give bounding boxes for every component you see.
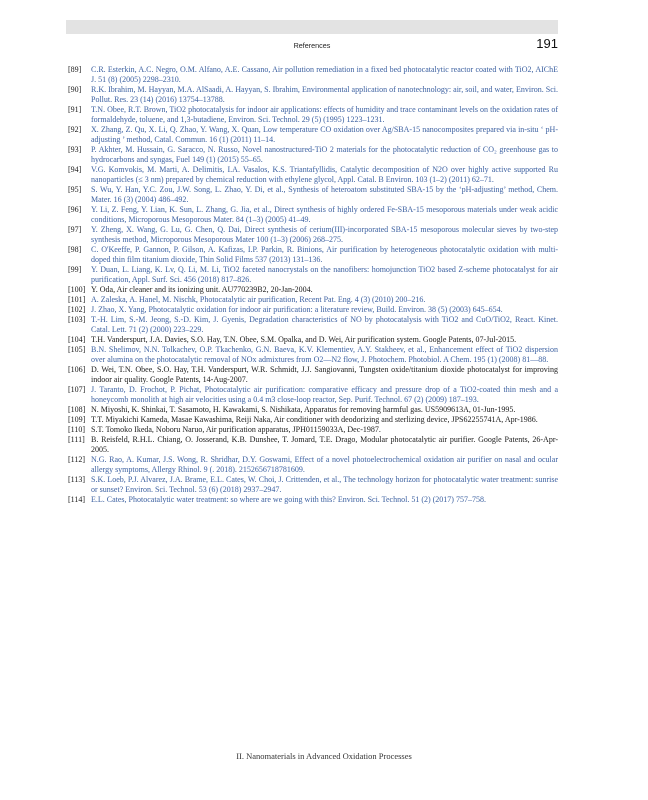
reference-text: Y. Oda, Air cleaner and its ionizing unit. AU770239B2, 20-Jan-2004. [91, 285, 313, 294]
reference-number: [113] [68, 475, 86, 484]
reference-number: [90] [68, 85, 82, 94]
reference-number: [112] [68, 455, 86, 464]
reference-entry [68, 205, 558, 225]
reference-link[interactable]: N.G. Rao, A. Kumar, J.S. Wong, R. Shridhar, D.Y. Goswami, Effect of a novel photoelectrochemical oxidation air purifier on nasal and ocular allergy symptoms, Allergy Rhinol. 9 (. 2018). 2152656718781609. [91, 455, 558, 474]
reference-number: [101] [68, 295, 86, 304]
reference-link[interactable]: J. Taranto, D. Frochot, P. Pichat, Photocatalytic air purification: comparative efficacy and pressure drop of a TiO2-coated thin mesh and a honeycomb monolith at high air velocities using a 0.4 m3 close-loop reactor, Sep. Purif. Technol. 67 (2) (2009) 187–193. [91, 385, 558, 404]
reference-number: [89] [68, 65, 82, 74]
reference-number: [108] [68, 405, 86, 414]
reference-number: [103] [68, 315, 86, 324]
reference-entry [68, 315, 558, 335]
reference-entry [68, 305, 558, 315]
reference-number: [110] [68, 425, 86, 434]
reference-entry [68, 415, 558, 425]
reference-text: S.T. Tomoko Ikeda, Noboru Naruo, Air purification apparatus, JPH01159033A, Dec-1987. [91, 425, 381, 434]
reference-entry [68, 495, 558, 505]
reference-number: [114] [68, 495, 86, 504]
reference-link[interactable]: R.K. Ibrahim, M. Hayyan, M.A. AlSaadi, A. Hayyan, S. Ibrahim, Environmental application of nanotechnology: air, soil, and water, Environ. Sci. Pollut. Res. 23 (14) (2016) 13754–13788. [91, 85, 558, 104]
reference-entry [68, 365, 558, 385]
reference-number: [104] [68, 335, 86, 344]
reference-link[interactable]: S. Wu, Y. Han, Y.C. Zou, J.W. Song, L. Zhao, Y. Di, et al., Synthesis of heteroatom substituted SBA-15 by the ‘pH-adjusting’ method, Chem. Mater. 16 (3) (2004) 486–492. [91, 185, 558, 204]
reference-number: [111] [68, 435, 85, 444]
reference-link[interactable]: X. Zhang, Z. Qu, X. Li, Q. Zhao, Y. Wang, X. Quan, Low temperature CO oxidation over Ag/SBA-15 nanocomposites prepared via in-situ ‘ pH-adjusting ’ method, Catal. Commun. 16 (1) (2011) 11–14. [91, 125, 558, 144]
reference-entry [68, 65, 558, 85]
reference-text: N. Miyoshi, K. Shinkai, T. Sasamoto, H. Kawakami, S. Nishikata, Apparatus for removing harmful gas. US5909613A, 01-Jun-1995. [91, 405, 516, 414]
reference-entry [68, 335, 558, 345]
reference-number: [107] [68, 385, 86, 394]
reference-number: [106] [68, 365, 86, 374]
reference-number: [96] [68, 205, 82, 214]
reference-number: [93] [68, 145, 82, 154]
reference-text: B. Reisfeld, R.H.L. Chiang, O. Josserand, K.B. Dunshee, T. Jomard, T.E. Drago, Modular photocatalytic air purifier. Google Patents, 26-Apr-2005. [91, 435, 558, 454]
running-title: References [293, 41, 331, 50]
reference-link[interactable]: Y. Duan, L. Liang, K. Lv, Q. Li, M. Li, TiO2 faceted nanocrystals on the nanofibers: homojunction TiO2 based Z-scheme photocatalyst for air purification, Appl. Surf. Sci. 456 (2018) 817–826. [91, 265, 558, 284]
reference-number: [91] [68, 105, 82, 114]
reference-link[interactable]: Y. Li, Z. Feng, Y. Lian, K. Sun, L. Zhang, G. Jia, et al., Direct synthesis of highly ordered Fe-SBA-15 mesoporous materials under weak acidic conditions, Microporous Mesoporous Mater. 84 (1–3) (2005) 41–49. [91, 205, 558, 224]
page-number: 191 [536, 36, 558, 51]
reference-number: [98] [68, 245, 82, 254]
reference-entry [68, 425, 558, 435]
reference-text: T.T. Miyakichi Kameda, Masae Kawashima, Reiji Naka, Air conditioner with deodorizing and sterlizing device, JPS62255741A, Apr-1986. [91, 415, 538, 424]
reference-link[interactable]: S.K. Loeb, P.J. Alvarez, J.A. Brame, E.L. Cates, W. Choi, J. Crittenden, et al., The technology horizon for photocatalytic water treatment: sunrise or sunset? Environ. Sci. Technol. 53 (6) (2018) 2937–2947. [91, 475, 558, 494]
reference-number: [92] [68, 125, 82, 134]
reference-entry [68, 455, 558, 475]
reference-entry [68, 285, 558, 295]
reference-number: [109] [68, 415, 86, 424]
running-head [66, 36, 558, 54]
reference-link[interactable]: T.-H. Lim, S.-M. Jeong, S.-D. Kim, J. Gyenis, Degradation characteristics of NO by photocatalysis with TiO2 and CuO/TiO2, React. Kinet. Catal. Lett. 71 (2) (2000) 223–229. [91, 315, 558, 334]
reference-entry [68, 385, 558, 405]
reference-number: [97] [68, 225, 82, 234]
reference-link[interactable]: T.N. Obee, R.T. Brown, TiO2 photocatalysis for indoor air applications: effects of humidity and trace contaminant levels on the oxidation rates of formaldehyde, toluene, and 1,3-butadiene, Environ. Sci. Technol. 29 (5) (1995) 1223–1231. [91, 105, 558, 124]
reference-link[interactable]: J. Zhao, X. Yang, Photocatalytic oxidation for indoor air purification: a literature review, Build. Environ. 38 (5) (2003) 645–654. [91, 305, 503, 314]
reference-number: [105] [68, 345, 86, 354]
reference-text: T.H. Vanderspurt, J.A. Davies, S.O. Hay, T.N. Obee, S.M. Opalka, and D. Wei, Air purification system. Google Patents, 07-Jul-2015. [91, 335, 517, 344]
reference-entry [68, 435, 558, 455]
reference-number: [95] [68, 185, 82, 194]
reference-entry [68, 125, 558, 145]
reference-entry [68, 295, 558, 305]
reference-entry [68, 245, 558, 265]
reference-link[interactable]: Y. Zheng, X. Wang, G. Lu, G. Chen, Q. Dai, Direct synthesis of cerium(III)-incorporated SBA-15 mesoporous molecular sieves by two-step synthesis method, Microporous Mesoporous Mater 100 (1–3) (2006) 268–275. [91, 225, 558, 244]
reference-link[interactable]: V.G. Komvokis, M. Marti, A. Delimitis, I.A. Vasalos, K.S. Triantafyllidis, Catalytic decomposition of N2O over highly active supported Ru nanoparticles (≤ 3 nm) prepared by chemical reduction with ethylene glycol, Appl. Catal. B Environ. 103 (1–2) (2011) 62–71. [91, 165, 558, 184]
reference-link[interactable]: C. O'Keeffe, P. Gannon, P. Gilson, A. Kafizas, I.P. Parkin, R. Binions, Air purification by heterogeneous photocatalytic oxidation with multi-doped thin film titanium dioxide, Thin Solid Films 537 (2013) 131–136. [91, 245, 558, 264]
reference-link[interactable]: B.N. Shelimov, N.N. Tolkachev, O.P. Tkachenko, G.N. Baeva, K.V. Klementiev, A.Y. Stakheev, et al., Enhancement effect of TiO2 dispersion over alumina on the photocatalytic removal of NOx admixtures from O2—N2 flow, J. Photochem. Photobiol. A Chem. 195 (1) (2008) 81—88. [91, 345, 558, 364]
reference-entry [68, 405, 558, 415]
reference-entry [68, 225, 558, 245]
reference-entry [68, 265, 558, 285]
reference-entry [68, 105, 558, 125]
reference-number: [94] [68, 165, 82, 174]
header-bar [66, 20, 558, 34]
reference-number: [100] [68, 285, 86, 294]
reference-link[interactable]: C.R. Esterkin, A.C. Negro, O.M. Alfano, A.E. Cassano, Air pollution remediation in a fixed bed photocatalytic reactor coated with TiO2, AIChE J. 51 (8) (2005) 2298–2310. [91, 65, 558, 84]
reference-entry [68, 475, 558, 495]
reference-entry [68, 145, 558, 165]
reference-link[interactable]: P. Akhter, M. Hussain, G. Saracco, N. Russo, Novel nanostructured-TiO 2 materials for the photocatalytic reduction of CO₂ greenhouse gas to hydrocarbons and syngas, Fuel 149 (1) (2015) 55–65. [91, 145, 558, 164]
reference-entry [68, 185, 558, 205]
reference-list [68, 65, 558, 505]
reference-entry [68, 85, 558, 105]
page-footer: II. Nanomaterials in Advanced Oxidation Processes [236, 751, 412, 761]
reference-entry [68, 345, 558, 365]
reference-number: [99] [68, 265, 82, 274]
reference-text: D. Wei, T.N. Obee, S.O. Hay, T.H. Vanderspurt, W.R. Schmidt, J.J. Sangiovanni, Tungsten oxide/titanium dioxide photocatalyst for improving indoor air quality. Google Patents, 14-Aug-2007. [91, 365, 558, 384]
reference-number: [102] [68, 305, 86, 314]
reference-entry [68, 165, 558, 185]
reference-link[interactable]: E.L. Cates, Photocatalytic water treatment: so where are we going with this? Environ. Sci. Technol. 51 (2) (2017) 757–758. [91, 495, 486, 504]
reference-link[interactable]: A. Zaleska, A. Hanel, M. Nischk, Photocatalytic air purification, Recent Pat. Eng. 4 (3) (2010) 200–216. [91, 295, 426, 304]
